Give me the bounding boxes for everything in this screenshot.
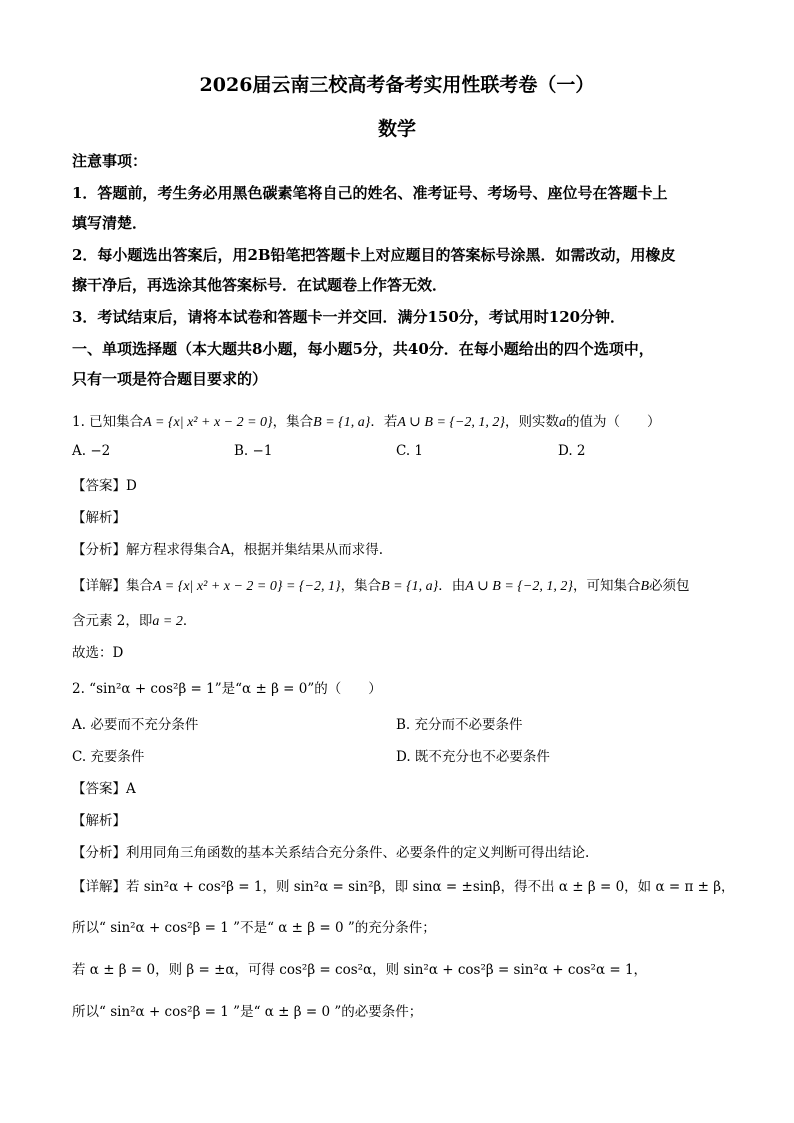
- q1-stem: 1. 已知集合A = {x| x² + x − 2 = 0}，集合B = {1, a}．若A ∪ B = {−2, 1, 2}，则实数a的值为（ ）: [72, 414, 661, 430]
- notice-item-2-line-1: 2．每小题选出答案后，用2B铅笔把答题卡上对应题目的答案标号涂黑．如需改动，用橡皮: [72, 246, 676, 264]
- q2-option-b: B. 充分而不必要条件: [396, 717, 523, 733]
- q1-option-b: B. −1: [234, 443, 273, 459]
- section-heading-line-2: 只有一项是符合题目要求的）: [72, 370, 268, 388]
- q1-option-d: D. 2: [558, 443, 586, 459]
- q1-detail-line-1: 【详解】集合A = {x| x² + x − 2 = 0} = {−2, 1}，集合B = {1, a}．由A ∪ B = {−2, 1, 2}，可知集合B必须包: [72, 578, 690, 594]
- q1-union: A ∪ B = {−2, 1, 2}: [397, 415, 506, 430]
- notice-item-1-line-2: 填写清楚．: [72, 214, 148, 232]
- q2-detail-line-4: 所以“ sin²α + cos²β = 1 ”是“ α ± β = 0 ”的必要条件；: [72, 1004, 423, 1020]
- notice-item-3: 3．考试结束后，请将本试卷和答题卡一并交回．满分150分，考试用时120分钟．: [72, 308, 626, 326]
- q2-stem: 2. “sin²α + cos²β = 1”是“α ± β = 0”的（ ）: [72, 681, 382, 697]
- q2-option-d: D. 既不充分也不必要条件: [396, 749, 550, 765]
- exam-title: 2026届云南三校高考备考实用性联考卷（一）: [199, 74, 595, 96]
- q2-option-c: C. 充要条件: [72, 749, 145, 765]
- q1-option-a: A. −2: [72, 443, 111, 459]
- q2-option-a: A. 必要而不充分条件: [72, 717, 199, 733]
- q1-analysis-label: 【解析】: [72, 510, 126, 526]
- q2-answer: 【答案】A: [72, 781, 136, 797]
- q1-fenxi: 【分析】解方程求得集合A，根据并集结果从而求得.: [72, 542, 384, 558]
- notice-heading: 注意事项：: [72, 152, 148, 170]
- q2-detail-line-3: 若 α ± β = 0，则 β = ±α，可得 cos²β = cos²α，则 sin²α + cos²β = sin²α + cos²α = 1，: [72, 962, 648, 978]
- q1-detail-line-2: 含元素 2，即a = 2．: [72, 613, 197, 629]
- section-heading-line-1: 一、单项选择题（本大题共8小题，每小题5分，共40分．在每小题给出的四个选项中，: [72, 340, 654, 358]
- q1-answer: 【答案】D: [72, 478, 137, 494]
- notice-item-1-line-1: 1．答题前，考生务必用黑色碳素笔将自己的姓名、准考证号、考场号、座位号在答题卡上: [72, 184, 668, 202]
- q2-detail-line-2: 所以“ sin²α + cos²β = 1 ”不是“ α ± β = 0 ”的充分条件；: [72, 920, 436, 936]
- q2-detail-line-1: 【详解】若 sin²α + cos²β = 1，则 sin²α = sin²β，即 sinα = ±sinβ，得不出 α ± β = 0，如 α = π ± β，: [72, 879, 735, 895]
- q2-fenxi: 【分析】利用同角三角函数的基本关系结合充分条件、必要条件的定义判断可得出结论.: [72, 845, 590, 861]
- q1-choose: 故选：D: [72, 645, 124, 661]
- q1-set-b: B = {1, a}: [313, 415, 371, 430]
- subject-title: 数学: [377, 118, 416, 140]
- q2-analysis-label: 【解析】: [72, 813, 126, 829]
- notice-item-2-line-2: 擦干净后，再选涂其他答案标号．在试题卷上作答无效．: [72, 276, 448, 294]
- q1-set-a: A = {x| x² + x − 2 = 0}: [143, 415, 273, 430]
- q1-option-c: C. 1: [396, 443, 424, 459]
